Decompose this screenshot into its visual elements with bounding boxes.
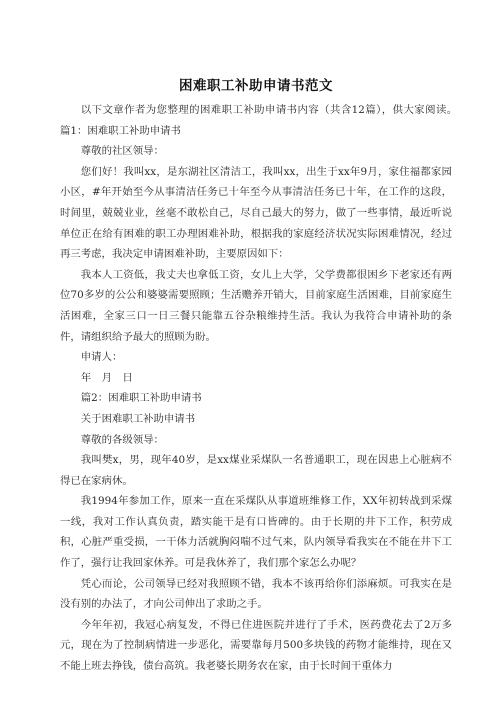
paragraph: 申请人： (80, 351, 123, 364)
paragraph: 您们好！我叫xx，是东湖社区清洁工，我叫xx，出生于xx年9月，家住福都家园小区，#年开始至今从事清洁任务已十年至今从事清洁任务已十年，在工作的这段，时间里，兢兢业业，丝毫不敢松自己，尽自己最大的努力，做了一些事情，最近听说单位正在给有困难的职工办理困难补助，根据我的家庭经济状况实际困难情况，经过再三考虑，我决定申请困难补助，主要原因如下： (60, 165, 452, 261)
paragraph: 年 月 日 (80, 371, 133, 384)
paragraph: 我叫樊x，男，现年40岁，是xx煤业采煤队一名普通职工，现在因患上心脏病不得已在家病休。 (60, 454, 452, 487)
document-title: 困难职工补助申请书范文 (179, 78, 333, 94)
paragraph: 关于困难职工补助申请书 (80, 412, 196, 425)
document-body (60, 100, 463, 677)
paragraph: 尊敬的社区领导： (80, 145, 164, 158)
paragraph: 以下文章作者为您整理的困难职工补助申请书内容（共含12篇），供大家阅读。 篇1：困难职工补助申请书 (60, 104, 463, 137)
paragraph: 凭心而论，公司领导已经对我照顾不错，我本不该再给你们添麻烦。可我实在是没有别的办法了，才向公司伸出了求助之手。 (60, 577, 452, 611)
paragraph: 今年年初，我冠心病复发，不得已住进医院并进行了手术，医药费花去了2万多元，现在为了控制病情进一步恶化，需要靠每月500多块钱的药物才能维持，现在又不能上班去挣钱，债台高筑。我老婆长期务农在家，由于长时间干重体力 (60, 618, 452, 673)
paragraph: 我本人工资低，我丈夫也拿低工资，女儿上大学，父学费都很困乡下老家还有两位70多岁的公公和婆婆需要照顾；生活赡养开销大，目前家庭生活困难，目前家庭生活困难，全家三口一日三餐只能靠五谷杂粮维持生活。我认为我符合申请补助的条件，请组织给予最大的照顾为盼。 (60, 268, 452, 343)
paragraph: 我1994年参加工作，原来一直在采煤队从事道班维修工作，XX年初转战到采煤一线，我对工作认真负责，踏实能干是有口皆碑的。由于长期的井下工作，积劳成积，心脏严重受损，一干体力活就胸闷喘不过气来，队内领导看我实在不能在井下工作了，强行让我回家休养。可是我休养了，我们那个家怎么办呢？ (60, 495, 452, 570)
paragraph: 篇2：困难职工补助申请书 (80, 392, 202, 405)
paragraph: 尊敬的各级领导： (80, 433, 164, 446)
